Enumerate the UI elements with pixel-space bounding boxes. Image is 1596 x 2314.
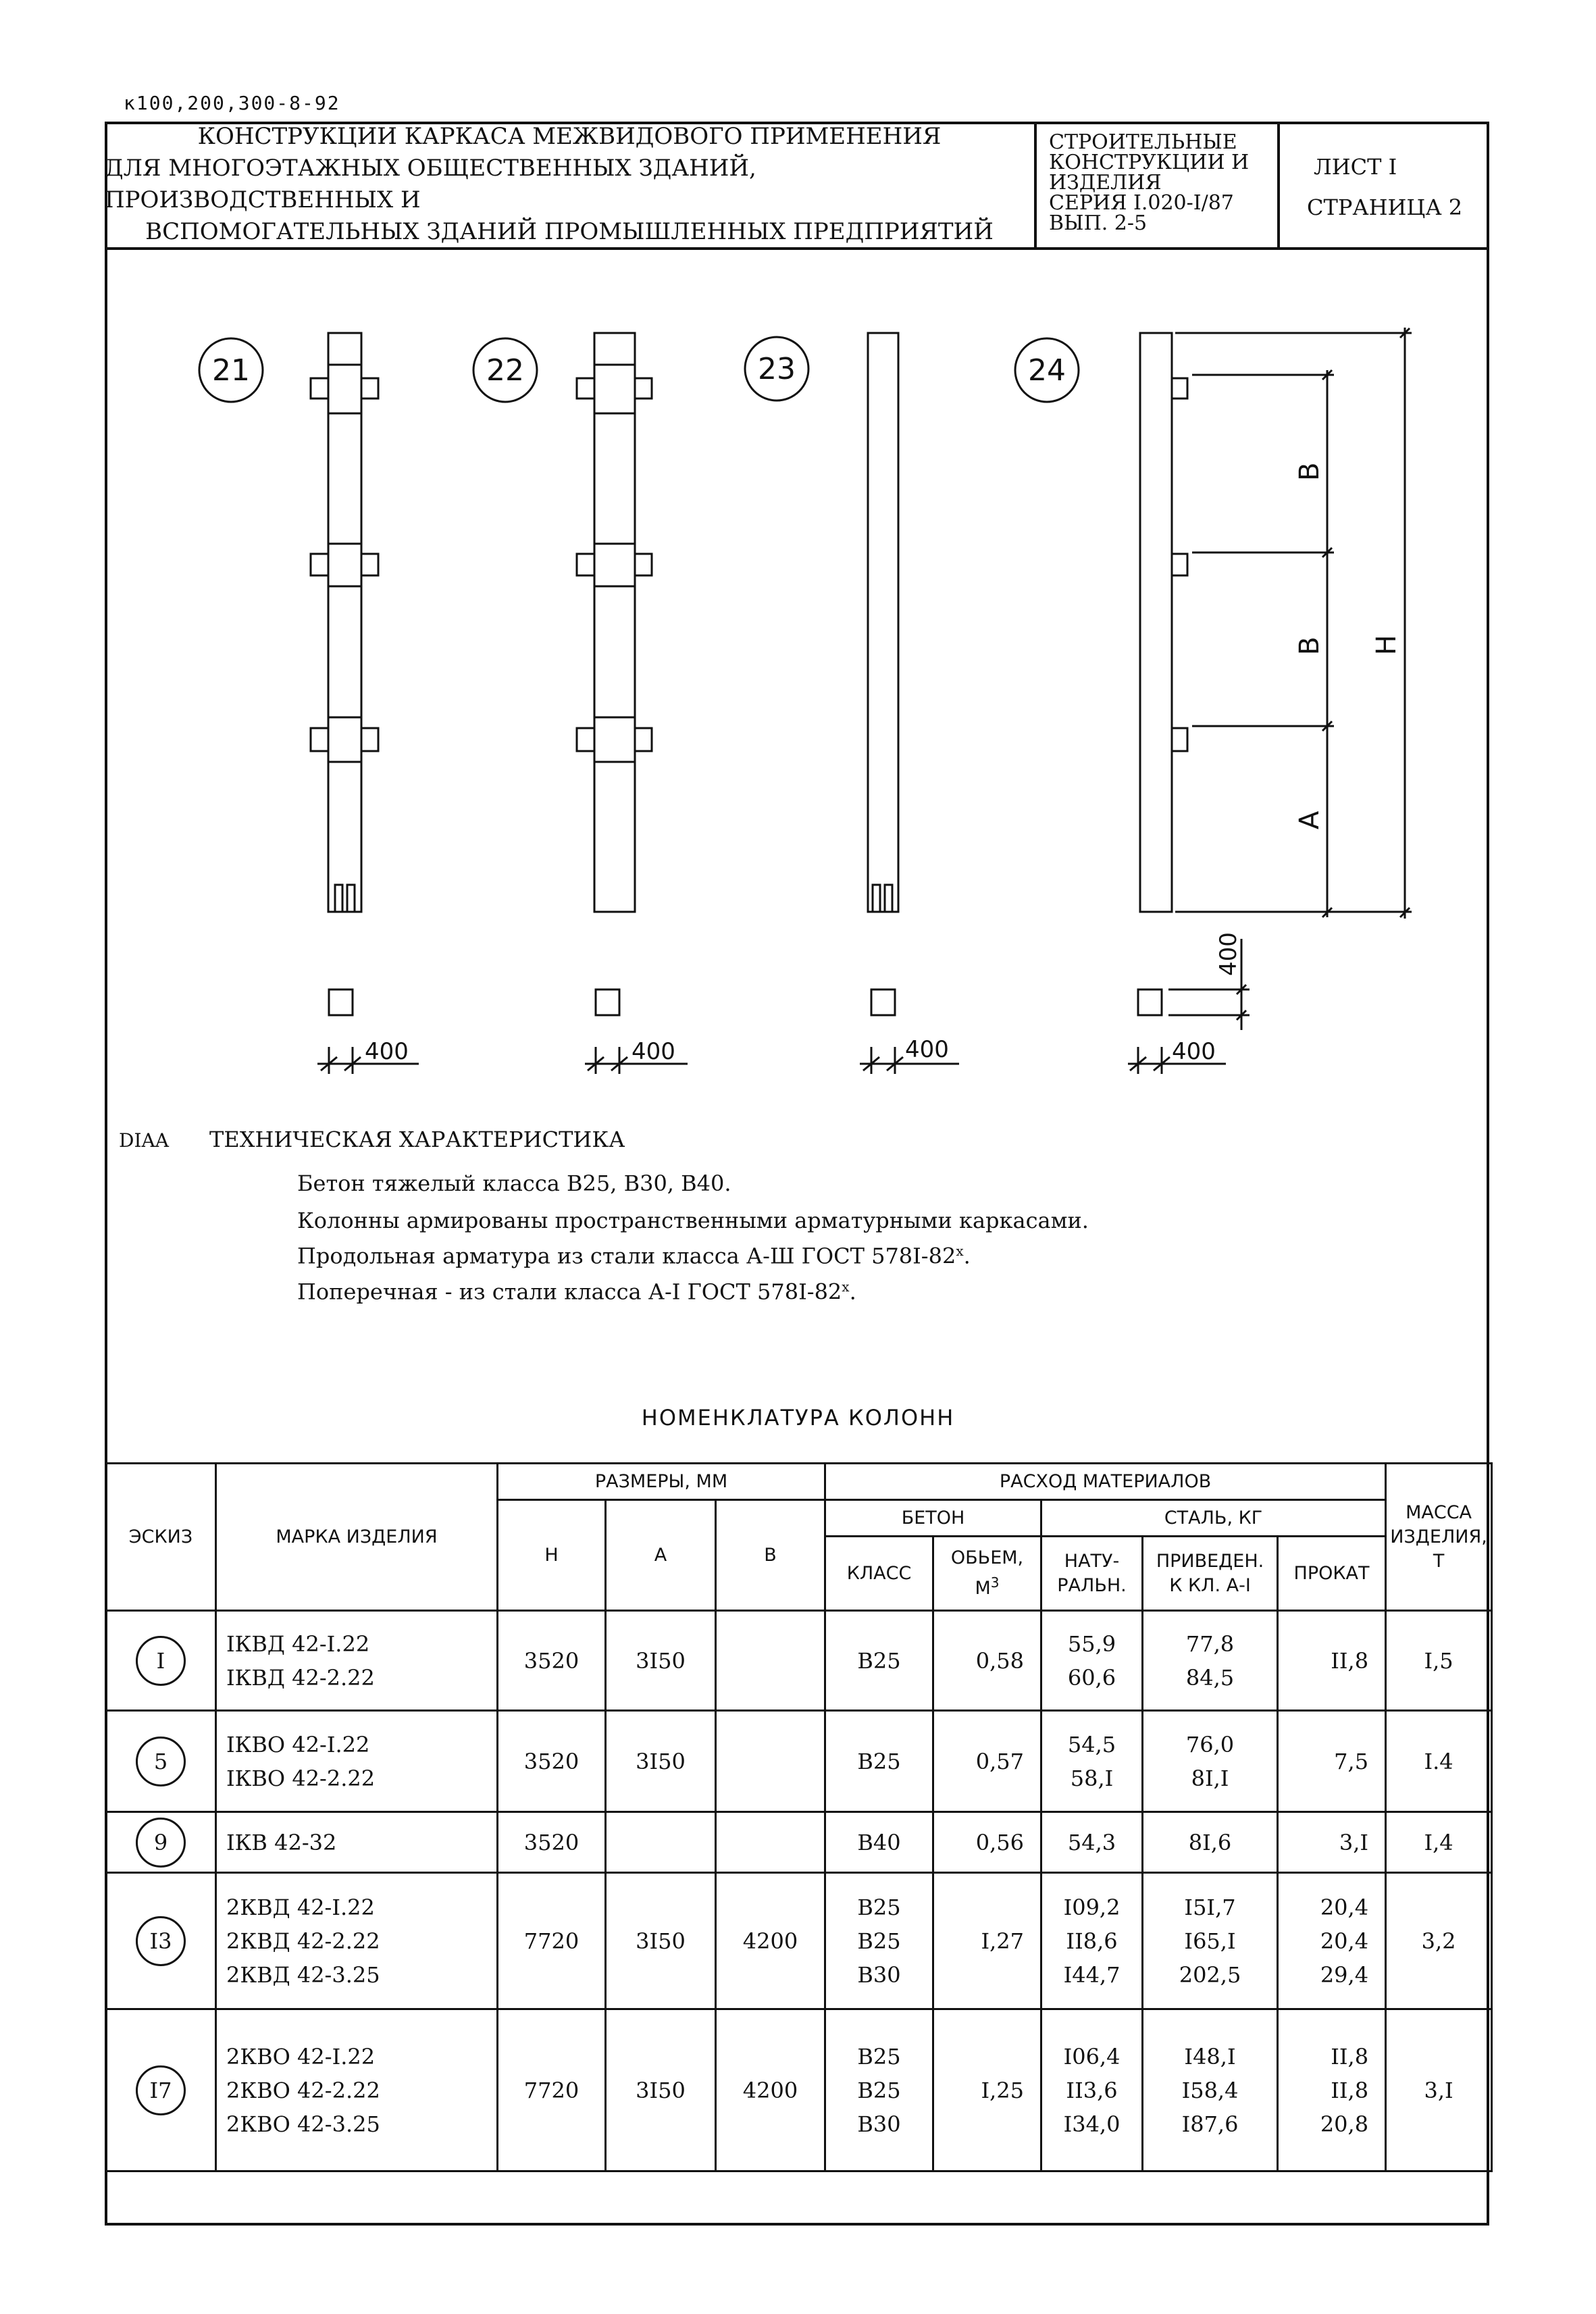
cell-mass: I,5 <box>1386 1611 1492 1711</box>
cell-reduced: I58,4 <box>1181 2077 1239 2103</box>
dim-a: A <box>1294 811 1325 829</box>
cell-class: В25 <box>857 2077 901 2103</box>
cell-h: 3520 <box>498 1711 606 1812</box>
cell-class: В30 <box>857 1961 901 1988</box>
mark: IКВО 42-I.22 <box>226 1731 370 1757</box>
dimension-label-24-vertical: 400 <box>1215 932 1242 976</box>
column-21-drawing <box>199 333 419 1074</box>
sketch-label-22: 22 <box>486 353 524 388</box>
cell-natural: I09,2 <box>1063 1894 1121 1920</box>
mark: 2КВД 42-2.22 <box>226 1928 380 1954</box>
cell-mass: I.4 <box>1386 1711 1492 1812</box>
cell-b <box>716 1711 825 1812</box>
dim-b-upper: B <box>1294 462 1325 481</box>
mark: 2КВО 42-2.22 <box>226 2077 380 2103</box>
tech-line-1: Бетон тяжелый класса В25, В30, В40. <box>297 1171 731 1196</box>
mark: IКВО 42-2.22 <box>226 1765 376 1791</box>
series-line-3: ИЗДЕЛИЯ <box>1049 171 1162 195</box>
cell-h: 7720 <box>498 2009 606 2171</box>
cell-volume: 0,57 <box>933 1711 1041 1812</box>
cell-a <box>606 1812 716 1873</box>
cell-h: 3520 <box>498 1611 606 1711</box>
header-b: В <box>716 1500 825 1611</box>
cell-reduced: 76,0 <box>1185 1731 1235 1757</box>
tech-heading: ТЕХНИЧЕСКАЯ ХАРАКТЕРИСТИКА <box>209 1127 625 1152</box>
cell-rolled: II,8 <box>1331 2077 1369 2103</box>
cell-class: В30 <box>857 2111 901 2137</box>
cell-volume: 0,58 <box>933 1611 1041 1711</box>
cell-class: В25 <box>857 1647 901 1674</box>
nomenclature-table <box>105 1462 1493 2172</box>
cell-natural: 58,I <box>1070 1765 1114 1791</box>
cell-mass: 3,I <box>1386 2009 1492 2171</box>
header-steel: СТАЛЬ, КГ <box>1041 1500 1386 1537</box>
title-line-1: КОНСТРУКЦИИ КАРКАСА МЕЖВИДОВОГО ПРИМЕНЕНИЯ <box>197 123 942 150</box>
header-a: А <box>606 1500 716 1611</box>
cell-natural: 60,6 <box>1067 1664 1116 1691</box>
column-24-drawing <box>1015 328 1412 1074</box>
tech-line-3: Продольная арматура из стали класса А-Ш ГОСТ $578I-82^х$. <box>297 1243 971 1269</box>
header-volume: ОБЬЕМ, $М^3$ <box>933 1537 1041 1611</box>
cell-a: 3I50 <box>606 1711 716 1812</box>
sketch-ref: I7 <box>136 2065 186 2115</box>
column-22-drawing <box>473 333 688 1074</box>
mark: 2КВД 42-I.22 <box>226 1894 375 1920</box>
header-concrete: БЕТОН <box>825 1500 1041 1537</box>
sketch-ref: 9 <box>136 1818 186 1868</box>
cell-reduced: 8I,I <box>1191 1765 1229 1791</box>
table-row <box>106 1812 1492 1873</box>
cell-reduced: 77,8 <box>1185 1630 1235 1657</box>
sketch-label-21: 21 <box>212 353 250 388</box>
cell-rolled: 20,4 <box>1320 1928 1369 1954</box>
cell-a: 3I50 <box>606 2009 716 2171</box>
cell-b: 4200 <box>716 1873 825 2009</box>
cell-natural: I06,4 <box>1063 2043 1121 2069</box>
tech-line-2: Колонны армированы пространственными арматурными каркасами. <box>297 1208 1089 1233</box>
header-class: КЛАСС <box>825 1537 933 1611</box>
series-line-1: СТРОИТЕЛЬНЫЕ <box>1049 130 1237 154</box>
header-natural: НАТУ- РАЛЬН. <box>1041 1537 1143 1611</box>
column-sketches <box>0 0 1596 1114</box>
series-line-4: СЕРИЯ I.020-I/87 <box>1049 191 1234 215</box>
table-row <box>106 1873 1492 2009</box>
sheet-number: ЛИСТ I <box>1314 154 1397 180</box>
sketch-ref: 5 <box>136 1737 186 1786</box>
cell-b <box>716 1611 825 1711</box>
cell-rolled: 7,5 <box>1334 1748 1369 1774</box>
column-23-drawing <box>745 333 959 1074</box>
cell-natural: 55,9 <box>1067 1630 1116 1657</box>
cell-mass: 3,2 <box>1386 1873 1492 2009</box>
header-materials: РАСХОД МАТЕРИАЛОВ <box>825 1464 1386 1500</box>
mark: IКВ 42-32 <box>226 1829 337 1855</box>
cell-volume: 0,56 <box>933 1812 1041 1873</box>
cell-b <box>716 1812 825 1873</box>
header-sketch: ЭСКИЗ <box>106 1464 216 1611</box>
header-rolled: ПРОКАТ <box>1278 1537 1386 1611</box>
series-line-5: ВЫП. 2-5 <box>1049 211 1148 235</box>
table-row <box>106 1711 1492 1812</box>
series-line-2: КОНСТРУКЦИИ И <box>1049 151 1250 174</box>
cell-natural: 54,5 <box>1067 1731 1116 1757</box>
cell-class: В25 <box>857 1748 901 1774</box>
page-number: СТРАНИЦА 2 <box>1307 195 1463 220</box>
cell-rolled: 20,4 <box>1320 1894 1369 1920</box>
header-sizes: РАЗМЕРЫ, ММ <box>498 1464 825 1500</box>
mark: 2КВО 42-I.22 <box>226 2043 376 2069</box>
cell-natural: II8,6 <box>1066 1928 1118 1954</box>
cell-a: 3I50 <box>606 1873 716 2009</box>
dimension-label-24: 400 <box>1172 1038 1216 1065</box>
cell-mass: I,4 <box>1386 1812 1492 1873</box>
cell-reduced: 84,5 <box>1185 1664 1235 1691</box>
cell-rolled: 3,I <box>1339 1829 1369 1855</box>
mark: IКВД 42-2.22 <box>226 1664 375 1691</box>
document-code: к100,200,300-8-92 <box>124 92 340 114</box>
header-mark: МАРКА ИЗДЕЛИЯ <box>216 1464 498 1611</box>
dimension-label-21: 400 <box>365 1038 409 1065</box>
cell-a: 3I50 <box>606 1611 716 1711</box>
header-mass: МАССА ИЗДЕЛИЯ, Т <box>1386 1464 1492 1611</box>
cell-natural: I44,7 <box>1063 1961 1121 1988</box>
dimension-label-23: 400 <box>905 1036 949 1063</box>
dim-b-lower: B <box>1294 636 1325 655</box>
tech-prefix: DIAA <box>119 1129 169 1152</box>
mark: IКВД 42-I.22 <box>226 1630 370 1657</box>
title-line-3: ВСПОМОГАТЕЛЬНЫХ ЗДАНИЙ ПРОМЫШЛЕННЫХ ПРЕДПРИЯТИЙ <box>145 218 994 245</box>
mark: 2КВО 42-3.25 <box>226 2111 380 2137</box>
cell-class: В25 <box>857 1894 901 1920</box>
dim-h: H <box>1371 634 1402 655</box>
cell-reduced: I65,I <box>1184 1928 1236 1954</box>
cell-volume: I,27 <box>933 1873 1041 2009</box>
dimension-label-22: 400 <box>632 1038 675 1065</box>
cell-reduced: 202,5 <box>1179 1961 1241 1988</box>
cell-h: 7720 <box>498 1873 606 2009</box>
sketch-ref: I <box>136 1636 186 1686</box>
title-line-2: ДЛЯ МНОГОЭТАЖНЫХ ОБЩЕСТВЕННЫХ ЗДАНИЙ, ПРОИЗВОДСТВЕННЫХ И <box>105 155 756 213</box>
cell-reduced: I87,6 <box>1181 2111 1239 2137</box>
mark: 2КВД 42-3.25 <box>226 1961 380 1988</box>
cell-class: В25 <box>857 2043 901 2069</box>
header-reduced: ПРИВЕДЕН. К КЛ. А-I <box>1143 1537 1278 1611</box>
sketch-ref: I3 <box>136 1916 186 1966</box>
cell-h: 3520 <box>498 1812 606 1873</box>
sketch-label-24: 24 <box>1028 353 1066 388</box>
cell-class: В40 <box>857 1829 901 1855</box>
cell-rolled: 29,4 <box>1320 1961 1369 1988</box>
cell-natural: I34,0 <box>1063 2111 1121 2137</box>
table-title: НОМЕНКЛАТУРА КОЛОНН <box>641 1405 955 1431</box>
sketch-label-23: 23 <box>758 352 796 386</box>
cell-rolled: II,8 <box>1331 1647 1369 1674</box>
cell-reduced: 8I,6 <box>1188 1829 1232 1855</box>
table-row <box>106 1611 1492 1711</box>
cell-class: В25 <box>857 1928 901 1954</box>
tech-line-4: Поперечная - из стали класса А-I ГОСТ $578I-82^х$. <box>297 1279 856 1305</box>
cell-reduced: I5I,7 <box>1184 1894 1236 1920</box>
table-row <box>106 2009 1492 2171</box>
cell-volume: I,25 <box>933 2009 1041 2171</box>
cell-natural: 54,3 <box>1067 1829 1116 1855</box>
cell-rolled: 20,8 <box>1320 2111 1369 2137</box>
cell-b: 4200 <box>716 2009 825 2171</box>
cell-natural: II3,6 <box>1066 2077 1118 2103</box>
cell-rolled: II,8 <box>1331 2043 1369 2069</box>
cell-reduced: I48,I <box>1184 2043 1236 2069</box>
header-h: Н <box>498 1500 606 1611</box>
